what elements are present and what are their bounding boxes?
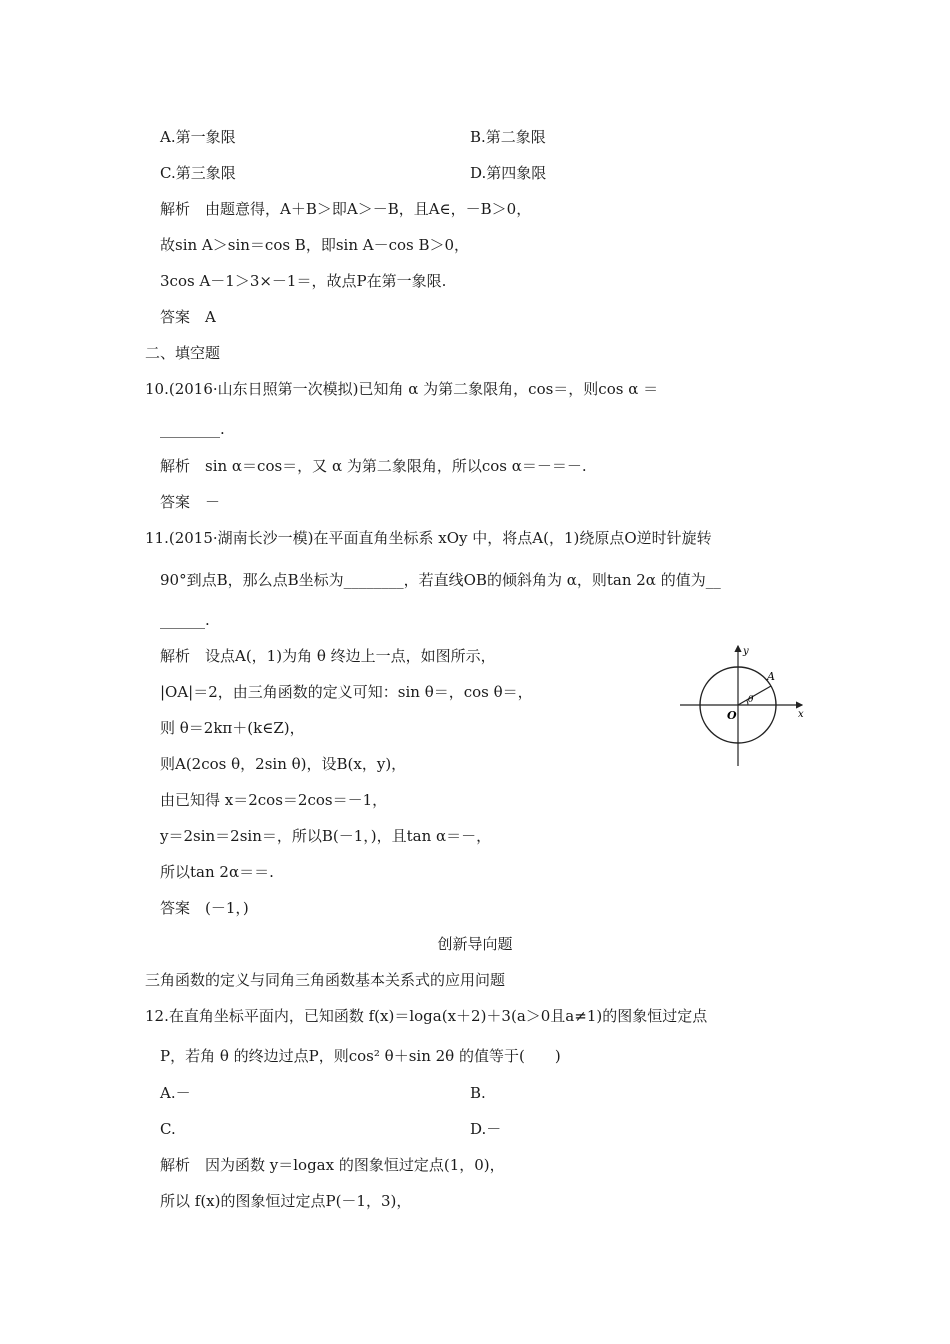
question-10-blank: ________. [160, 420, 225, 438]
question-11: 11.(2015·湖南长沙一模)在平面直角坐标系 xOy 中，将点A(，1)绕原点O逆时针旋转 [145, 529, 712, 547]
answer-line: 答案 A [160, 308, 216, 326]
solution-line: 3cos A－1＞3×－1＝，故点P在第一象限. [160, 272, 447, 290]
question-12-cont: P，若角 θ 的终边过点P，则cos² θ＋sin 2θ 的值等于( ) [160, 1047, 561, 1065]
solution-line: y＝2sin＝2sin＝，所以B(－1，)，且tan α＝－， [160, 827, 492, 845]
subsection-title: 三角函数的定义与同角三角函数基本关系式的应用问题 [145, 971, 506, 989]
solution-line: 由已知得 x＝2cos＝2cos＝－1， [160, 791, 388, 809]
solution-line: 解析 sin α＝cos＝，又 α 为第二象限角，所以cos α＝－＝－. [160, 457, 587, 475]
option-b-q9: B.第二象限 [470, 128, 546, 146]
option-a-q12: A.－ [160, 1084, 191, 1102]
label-theta: θ [748, 695, 754, 705]
question-12: 12.在直角坐标平面内，已知函数 f(x)＝loga(x＋2)＋3(a＞0且a≠1)的图象恒过定点 [145, 1007, 708, 1025]
solution-line: 解析 因为函数 y＝logax 的图象恒过定点(1，0)， [160, 1156, 505, 1174]
option-c-q12: C. [160, 1120, 176, 1138]
solution-line: 解析 设点A(，1)为角 θ 终边上一点，如图所示， [160, 647, 496, 665]
option-b-q12: B. [470, 1084, 486, 1102]
answer-line: 答案 (－1，) [160, 899, 249, 917]
option-c-q9: C.第三象限 [160, 164, 236, 182]
question-11-cont: 90°到点B，那么点B坐标为________，若直线OB的倾斜角为 α，则tan 2α 的值为__ [160, 571, 721, 589]
label-y: y [743, 646, 749, 657]
solution-line: 则 θ＝2kπ＋(k∈Z)， [160, 719, 305, 737]
unit-circle-figure [680, 640, 810, 770]
answer-line: 答案 － [160, 493, 221, 511]
section-heading: 二、填空题 [145, 344, 221, 362]
question-11-blank: ______. [160, 611, 210, 629]
section-title: 创新导向题 [437, 935, 513, 953]
solution-line: 所以tan 2α＝＝. [160, 863, 274, 881]
question-10: 10.(2016·山东日照第一次模拟)已知角 α 为第二象限角，cos＝，则cos α ＝ [145, 380, 659, 398]
solution-line: 解析 由题意得，A＋B＞即A＞－B，且A∈，－B＞0， [160, 200, 532, 218]
label-x: x [798, 709, 804, 720]
solution-line: 故sin A＞sin＝cos B，即sin A－cos B＞0， [160, 236, 470, 254]
label-o: O [727, 709, 737, 722]
option-a-q9: A.第一象限 [160, 128, 236, 146]
solution-line: 则A(2cos θ，2sin θ)，设B(x，y)， [160, 755, 407, 773]
option-d-q9: D.第四象限 [470, 164, 547, 182]
terminal-side-oa [738, 686, 771, 705]
solution-line: 所以 f(x)的图象恒过定点P(－1，3)， [160, 1192, 412, 1210]
solution-line: |OA|＝2，由三角函数的定义可知：sin θ＝，cos θ＝， [160, 683, 533, 701]
label-a: A [767, 670, 775, 683]
option-d-q12: D.－ [470, 1120, 502, 1138]
